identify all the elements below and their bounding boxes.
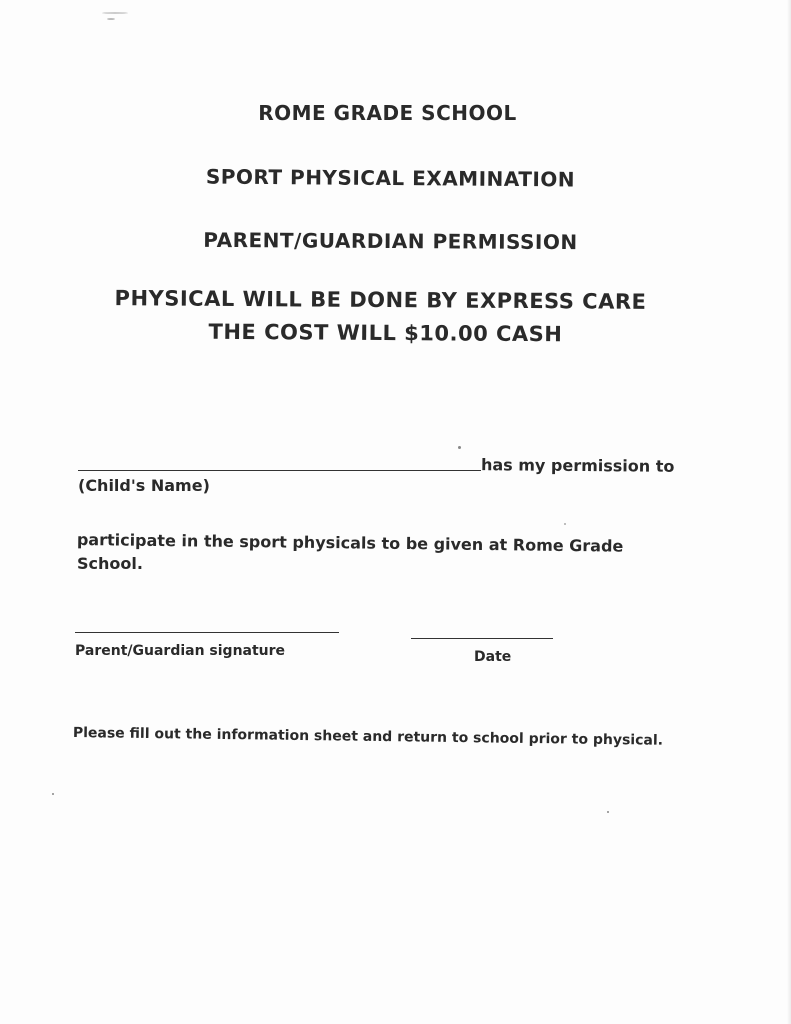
participation-statement-line1: participate in the sport physicals to be given at Rome Grade	[76, 530, 624, 556]
scan-speck	[564, 523, 566, 525]
scan-edge-shadow	[787, 0, 791, 1024]
exam-title-heading: SPORT PHYSICAL EXAMINATION	[205, 164, 576, 192]
cost-line: THE COST WILL $10.00 CASH	[208, 319, 563, 347]
permission-text: has my permission to	[480, 455, 675, 476]
child-name-label: (Child's Name)	[78, 476, 210, 495]
permission-title-heading: PARENT/GUARDIAN PERMISSION	[203, 227, 578, 255]
signature-label: Parent/Guardian signature	[75, 643, 286, 659]
date-field-line[interactable]	[411, 638, 553, 639]
instruction-note: Please fill out the information sheet and return to school prior to physical.	[72, 725, 664, 749]
date-label: Date	[474, 649, 512, 665]
scan-speck	[102, 12, 128, 14]
scan-speck	[107, 18, 115, 20]
child-name-field-line[interactable]	[78, 470, 481, 471]
signature-field-line[interactable]	[75, 632, 339, 633]
scan-speck	[52, 793, 54, 795]
school-name-heading: ROME GRADE SCHOOL	[258, 101, 517, 125]
participation-statement-line2: School.	[77, 554, 143, 573]
provider-line: PHYSICAL WILL BE DONE BY EXPRESS CARE	[114, 286, 647, 314]
scan-speck	[607, 811, 609, 813]
scan-speck	[458, 446, 461, 449]
